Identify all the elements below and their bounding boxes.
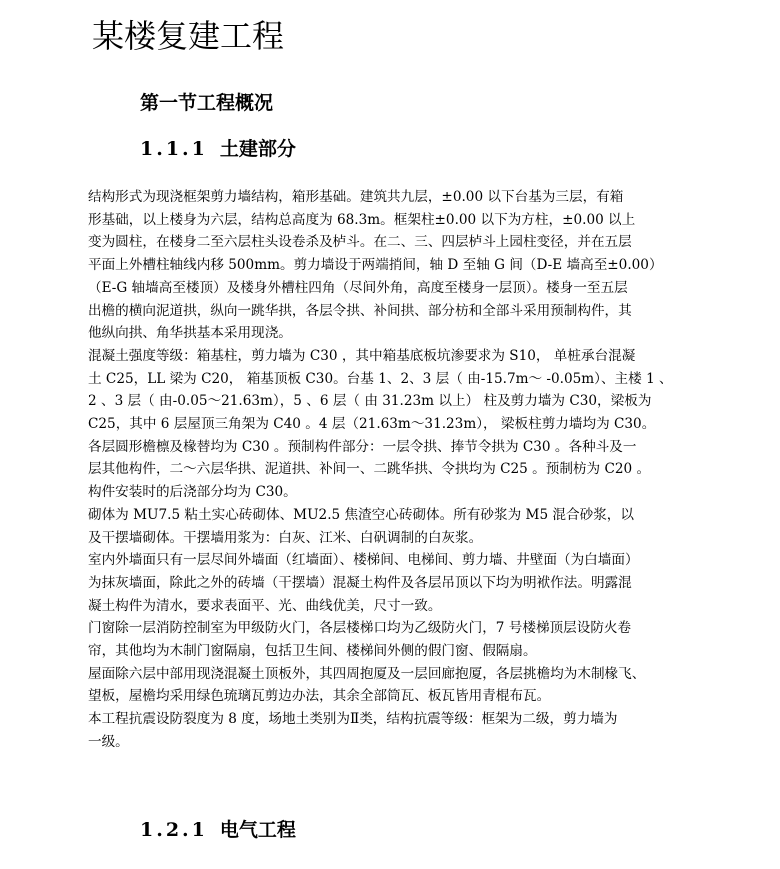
sub-heading-civil-works [140, 135, 296, 163]
paragraph-seismic: 本工程抗震设防裂度为 8 度，场地土类别为Ⅱ类，结构抗震等级：框架为二级，剪力墙为 一级。 [88, 711, 618, 750]
paragraph-concrete-grade: 混凝土强度等级：箱基柱，剪力墙为 C30 ，其中箱基底板坑渗要求为 S10， 单桩承台混凝 土 C25，LL 梁为 C20， 箱基顶板 C30。台基 1、2、3 层（ 由-15.7m～ -0.05m）、主楼 1 、 2 、3 层（ 由-0.05～21.63m），5 、6 层（ 由 31.23m 以上） 柱及剪力墙为 C30，梁板为 C25，其中 6 层屋顶三角架为 C40 。4 层（21.63m～31.23m）， 梁板柱剪力墙均为 C30。 各层圆形檐檩及椽替均为 C30 。预制构件部分：一层令拱、捧节令拱为 C30 。各种斗及一 层其他构件，二～六层华拱、泥道拱、补间一、二跳华拱、令拱均为 C25 。预制枋为 C20 。 构件安装时的后浇部分均为 C30。 [88, 347, 673, 501]
sub-heading-number: 1.2.1 [140, 819, 208, 841]
section-title: 第一节工程概况 [140, 92, 274, 114]
paragraph-doors-windows: 门窗除一层消防控制室为甲级防火门，各层楼梯口均为乙级防火门，7 号楼梯顶层设防火卷 帘，其他均为木制门窗隔扇，包括卫生间、楼梯间外侧的假门窗、假隔扇。 [88, 620, 632, 660]
paragraph-wall-finish: 室内外墙面只有一层尽间外墙面（红墙面）、楼梯间、电梯间、剪力墙、井壁面（为白墙面） 为抹灰墙面，除此之外的砖墙（干摆墙）混凝土构件及各层吊顶以下均为明袱作法。明露混 凝土构件为清水，要求表面平、光、曲线优美，尺寸一致。 [88, 552, 639, 614]
body-text [88, 186, 728, 754]
document-title: 某楼复建工程 [92, 17, 285, 55]
paragraph-roofing: 屋面除六层中部用现浇混凝土顶板外，其四周抱厦及一层回廊抱厦，各层挑檐均为木制椽飞、 望板，屋檐均采用绿色琉璃瓦剪边办法，其余全部筒瓦、板瓦皆用青棍布瓦。 [88, 665, 646, 705]
sub-heading-electrical [140, 816, 296, 844]
paragraph-masonry: 砌体为 MU7.5 粘土实心砖砌体、MU2.5 焦渣空心砖砌体。所有砂浆为 M5 混合砂浆，以 及干摆墙砌体。干摆墙用浆为：白灰、江米、白矾调制的白灰浆。 [88, 506, 634, 546]
sub-heading-label: 电气工程 [219, 819, 296, 841]
paragraph-structure: 结构形式为现浇框架剪力墙结构，箱形基础。建筑共九层，±0.00 以下台基为三层，有箱 形基础，以上楼身为六层，结构总高度为 68.3m。框架柱±0.00 以下为方柱，±0.00 以上 变为圆柱，在楼身二至六层柱头设卷杀及栌斗。在二、三、四层栌斗上园柱变径，并在五层 平面上外槽柱轴线内移 500mm。剪力墙设于两端捎间，轴 D 至轴 G 间（D-E 墙高至±0.00） （E-G 轴墙高至楼顶）及楼身外槽柱四角（尽间外角，高度至楼身一层顶）。楼身一至五层 出檐的横向泥道拱，纵向一跳华拱，各层令拱、补间拱、部分枋和全部斗采用预制构件，其 他纵向拱、角华拱基本采用现浇。 [88, 189, 663, 342]
sub-heading-number: 1.1.1 [140, 138, 208, 160]
sub-heading-label: 土建部分 [219, 138, 296, 160]
